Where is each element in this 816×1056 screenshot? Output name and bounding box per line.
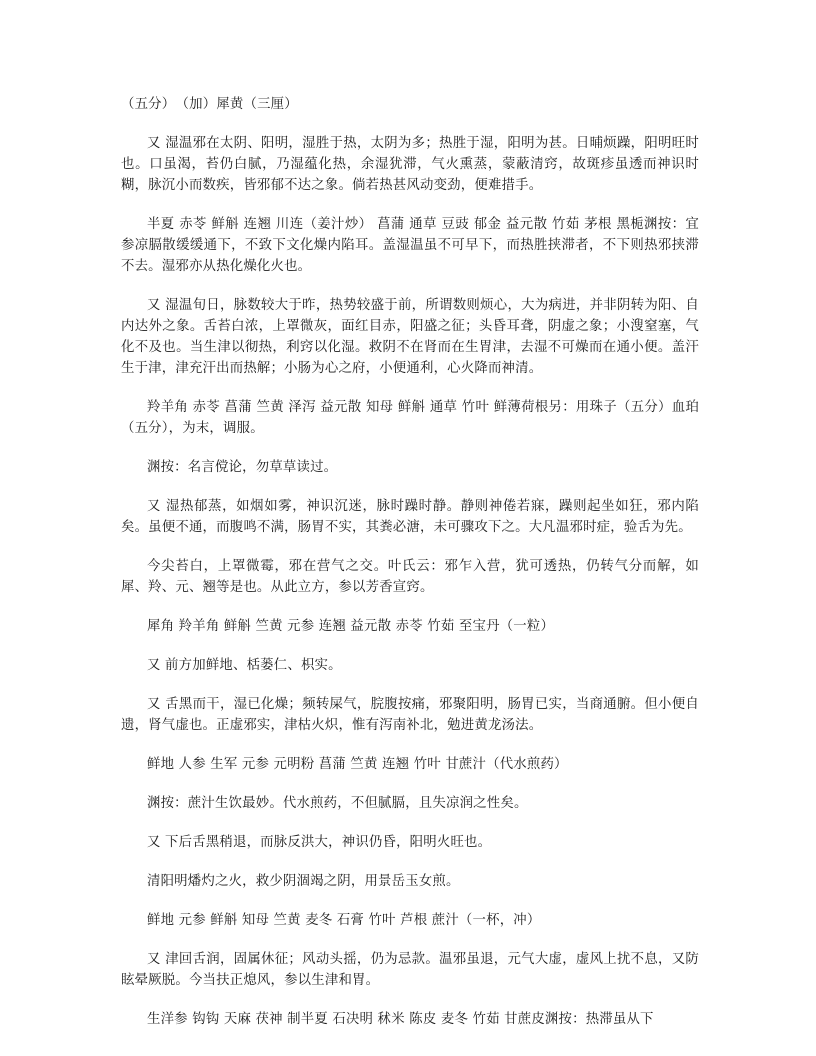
paragraph-prescription-3: 犀角 羚羊角 鲜斛 竺黄 元参 连翘 益元散 赤苓 竹茹 至宝丹（一粒）: [147, 619, 555, 634]
paragraph-case-ten-days: 又 湿温旬日，脉数较大于昨，热势较盛于前，所谓数则烦心，大为病进，并非阴转为阳、自内达外之象。舌苔白浓，上罩微灰，面红目赤，阳盛之征；头昏耳聋，阴虚之象；小溲窒塞，气化不及也。当生津以彻热，利窍以化湿。救阴不在肾而在生胃津，去湿不可燥而在通小便。盖汗生于津，津充汗出而热解；小肠为心之府，小便通利，心火降而神清。: [121, 298, 699, 376]
paragraph-prescription-addition: 又 前方加鲜地、栝蒌仁、枳实。: [147, 658, 342, 673]
paragraph-case-damp-warm: 又 湿温邪在太阴、阳明，湿胜于热，太阴为多；热胜于湿，阳明为甚。日晡烦躁，阳明旺时也。口虽渴，苔仍白腻，乃湿蕴化热，余湿犹滞，气火熏蒸，蒙蔽清窍，故斑疹虽透而神识时糊，脉沉小而数疾，皆邪郁不达之象。倘若热甚风动变劲，便难措手。: [121, 136, 699, 193]
paragraph-prescription-6: 生洋参 钩钩 天麻 茯神 制半夏 石决明 秫米 陈皮 麦冬 竹茹 甘蔗皮渊按：热滞虽从下: [147, 1012, 654, 1027]
paragraph-case-recovery: 又 津回舌润，固属休征；风动头摇，仍为忌款。温邪虽退，元气大虚，虚风上扰不息，又防眩晕厥脱。今当扶正熄风，参以生津和胃。: [121, 952, 699, 988]
paragraph-case-damp-heat: 又 湿热郁蒸，如烟如雾，神识沉迷，脉时躁时静。静则神倦若寐，躁则起坐如狂，邪内陷矣。虽便不通，而腹鸣不满，肠胃不实，其粪必溏，未可骤攻下之。大凡温邪时症，验舌为先。: [121, 499, 699, 535]
paragraph-treatment-principle: 清阳明燔灼之火，救少阴涸竭之阴，用景岳玉女煎。: [147, 874, 460, 889]
paragraph-prescription-4: 鲜地 人参 生军 元参 元明粉 菖蒲 竺黄 连翘 竹叶 甘蔗汁（代水煎药）: [147, 757, 568, 772]
paragraph-case-black-tongue: 又 舌黑而干，湿已化燥；频转屎气，脘腹按痛，邪聚阳明，肠胃已实，当商通腑。但小便自遗，肾气虚也。正虚邪实，津枯火炽，惟有泻南补北，勉进黄龙汤法。: [121, 697, 699, 733]
paragraph-case-after-purge: 又 下后舌黑稍退，而脉反洪大，神识仍昏，阳明火旺也。: [147, 835, 492, 850]
paragraph-dosage-continuation: （五分） （加）犀黄（三厘）: [121, 97, 298, 112]
document-body: [121, 94, 699, 1048]
paragraph-prescription-1: 半夏 赤苓 鲜斛 连翘 川连（姜汁炒） 菖蒲 通草 豆豉 郁金 益元散 竹茹 茅根 黑栀渊按：宜参凉膈散缓缓通下，不致下文化燥内陷耳。盖湿温虽不可早下，而热胜挟滞者，不下则热邪挟滞不去。湿邪亦从热化燥化火也。: [121, 217, 699, 274]
paragraph-commentary-2: 渊按：蔗汁生饮最妙。代水煎药，不但腻膈，且失凉润之性矣。: [147, 796, 528, 811]
paragraph-prescription-5: 鲜地 元参 鲜斛 知母 竺黄 麦冬 石膏 竹叶 芦根 蔗汁（一杯，冲）: [147, 913, 541, 928]
paragraph-commentary-1: 渊按：名言傥论，勿草草读过。: [147, 460, 338, 475]
paragraph-prescription-2: 羚羊角 赤苓 菖蒲 竺黄 泽泻 益元散 知母 鲜斛 通草 竹叶 鲜薄荷根另：用珠子（五分）血珀（五分），为末，调服。: [121, 400, 699, 436]
paragraph-tongue-diagnosis: 今尖苔白，上罩微霉，邪在营气之交。叶氏云：邪乍入营，犹可透热，仍转气分而解，如犀、羚、元、翘等是也。从此立方，参以芳香宣窍。: [121, 559, 699, 595]
